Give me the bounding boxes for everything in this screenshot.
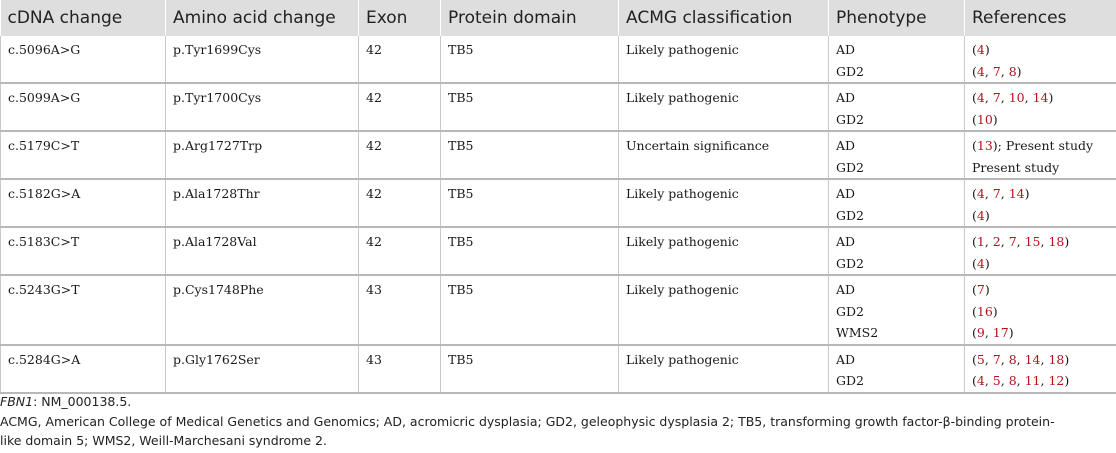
reference-link[interactable]: 4 xyxy=(976,63,985,79)
phenotype-entry: AD xyxy=(836,90,856,105)
amino-acid-change-cell: p.Cys1748Phe xyxy=(166,275,359,345)
phenotype-entry: GD2 xyxy=(836,373,864,388)
exon-cell: 42 xyxy=(359,227,441,275)
cdna-change-cell: c.5096A>G xyxy=(1,36,166,83)
reference-link[interactable]: 2 xyxy=(992,234,1001,249)
cdna-change-cell: c.5099A>G xyxy=(1,83,166,131)
reference-text: Present study xyxy=(972,159,1060,175)
reference-link[interactable]: 14 xyxy=(1032,90,1049,105)
references-cell xyxy=(965,345,1116,393)
reference-text: ) xyxy=(1008,325,1014,340)
reference-text: , xyxy=(1016,351,1025,367)
reference-text: ) xyxy=(984,282,990,297)
phenotype-entry: AD xyxy=(836,282,856,297)
reference-line xyxy=(972,39,1111,61)
reference-link[interactable]: 7 xyxy=(1008,234,1017,249)
header-row xyxy=(1,0,1116,36)
reference-text: , xyxy=(1024,90,1033,105)
reference-line xyxy=(972,349,1111,371)
reference-text: , xyxy=(984,325,993,340)
reference-link[interactable]: 15 xyxy=(1024,234,1041,249)
reference-text: , xyxy=(984,351,993,367)
transcript-id: : NM_000138.5. xyxy=(33,394,132,409)
reference-text: , xyxy=(984,186,993,201)
reference-link[interactable]: 16 xyxy=(976,303,993,319)
exon-cell: 42 xyxy=(359,83,441,131)
protein-domain-cell: TB5 xyxy=(441,131,619,179)
reference-text: ) xyxy=(1064,234,1070,249)
reference-text: ) xyxy=(984,207,990,223)
reference-text: , xyxy=(1016,373,1025,388)
table-row xyxy=(1,179,1116,227)
protein-domain-cell: TB5 xyxy=(441,345,619,393)
exon-cell: 43 xyxy=(359,275,441,345)
reference-line xyxy=(972,301,1111,323)
phenotype-entry: GD2 xyxy=(836,111,864,127)
reference-link[interactable]: 13 xyxy=(976,138,993,153)
reference-line xyxy=(972,279,1111,301)
reference-link[interactable]: 4 xyxy=(976,42,985,57)
acmg-classification-cell: Uncertain significance xyxy=(619,131,829,179)
table-row xyxy=(1,36,1116,83)
phenotype-entry: AD xyxy=(836,351,856,367)
amino-acid-change-cell: p.Ala1728Val xyxy=(166,227,359,275)
reference-text: , xyxy=(1000,351,1009,367)
reference-text: ) xyxy=(1064,351,1070,367)
protein-domain-cell: TB5 xyxy=(441,227,619,275)
reference-line xyxy=(972,157,1111,179)
references-cell xyxy=(965,275,1116,345)
references-cell xyxy=(965,83,1116,131)
table-row xyxy=(1,83,1116,131)
reference-link[interactable]: 5 xyxy=(992,373,1001,388)
reference-link[interactable]: 4 xyxy=(976,207,985,223)
reference-link[interactable]: 7 xyxy=(992,63,1001,79)
reference-line xyxy=(972,87,1111,109)
references-cell xyxy=(965,227,1116,275)
header-references: References xyxy=(965,0,1116,36)
phenotype-cell xyxy=(829,83,965,131)
phenotype-entry: GD2 xyxy=(836,303,864,319)
protein-domain-cell: TB5 xyxy=(441,36,619,83)
protein-domain-cell: TB5 xyxy=(441,83,619,131)
acmg-classification-cell: Likely pathogenic xyxy=(619,275,829,345)
table-footnotes xyxy=(0,392,1116,451)
phenotype-cell xyxy=(829,345,965,393)
reference-link[interactable]: 7 xyxy=(976,282,985,297)
phenotype-cell xyxy=(829,227,965,275)
reference-text: ) xyxy=(984,42,990,57)
exon-cell: 42 xyxy=(359,179,441,227)
header-acmg-classification: ACMG classification xyxy=(619,0,829,36)
acmg-classification-cell: Likely pathogenic xyxy=(619,179,829,227)
reference-text: ( xyxy=(972,186,977,201)
references-cell xyxy=(965,36,1116,83)
reference-text: , xyxy=(1016,234,1025,249)
reference-line xyxy=(972,135,1111,157)
reference-line xyxy=(972,370,1111,392)
phenotype-entry: GD2 xyxy=(836,207,864,223)
phenotype-entry: AD xyxy=(836,138,856,153)
reference-text: ( xyxy=(972,111,977,127)
reference-line xyxy=(972,253,1111,275)
reference-text: ( xyxy=(972,303,977,319)
reference-text: , xyxy=(984,234,993,249)
phenotype-entry: AD xyxy=(836,186,856,201)
amino-acid-change-cell: p.Gly1762Ser xyxy=(166,345,359,393)
reference-link[interactable]: 7 xyxy=(992,90,1001,105)
protein-domain-cell: TB5 xyxy=(441,275,619,345)
reference-text: ) xyxy=(1048,90,1054,105)
reference-text: ( xyxy=(972,282,977,297)
reference-link[interactable]: 18 xyxy=(1048,351,1065,367)
reference-line xyxy=(972,205,1111,227)
reference-text: ( xyxy=(972,63,977,79)
gene-symbol: FBN1 xyxy=(0,394,34,409)
reference-text: , xyxy=(1000,90,1009,105)
reference-text: ( xyxy=(972,255,977,271)
reference-text: ( xyxy=(972,234,977,249)
footnote-gene-line xyxy=(0,392,1116,412)
phenotype-cell xyxy=(829,179,965,227)
cdna-change-cell: c.5284G>A xyxy=(1,345,166,393)
table-row xyxy=(1,131,1116,179)
reference-text: ( xyxy=(972,373,977,388)
acmg-classification-cell: Likely pathogenic xyxy=(619,36,829,83)
phenotype-entry: AD xyxy=(836,42,856,57)
reference-text: ( xyxy=(972,325,977,340)
reference-link[interactable]: 8 xyxy=(1008,373,1017,388)
reference-text: , xyxy=(1040,351,1049,367)
cdna-change-cell: c.5243G>T xyxy=(1,275,166,345)
reference-line xyxy=(972,231,1111,253)
reference-link[interactable]: 14 xyxy=(1008,186,1025,201)
reference-link[interactable]: 1 xyxy=(976,234,985,249)
references-cell xyxy=(965,131,1116,179)
reference-link[interactable]: 4 xyxy=(976,255,985,271)
reference-line xyxy=(972,61,1111,83)
reference-text: , xyxy=(984,373,993,388)
table-row xyxy=(1,275,1116,345)
phenotype-cell xyxy=(829,275,965,345)
reference-link[interactable]: 17 xyxy=(992,325,1009,340)
amino-acid-change-cell: p.Ala1728Thr xyxy=(166,179,359,227)
reference-link[interactable]: 4 xyxy=(976,186,985,201)
protein-domain-cell: TB5 xyxy=(441,179,619,227)
header-cdna-change: cDNA change xyxy=(1,0,166,36)
table-row xyxy=(1,345,1116,393)
exon-cell: 42 xyxy=(359,36,441,83)
reference-link[interactable]: 7 xyxy=(992,351,1001,367)
reference-link[interactable]: 4 xyxy=(976,373,985,388)
footnote-abbreviations-line-2: like domain 5; WMS2, Weill-Marchesani syndrome 2. xyxy=(0,433,327,448)
phenotype-entry: GD2 xyxy=(836,255,864,271)
table-header xyxy=(1,0,1116,36)
table-body xyxy=(1,36,1116,393)
reference-link[interactable]: 8 xyxy=(1008,351,1017,367)
reference-link[interactable]: 14 xyxy=(1024,351,1041,367)
reference-link[interactable]: 9 xyxy=(976,325,985,340)
phenotype-entry: GD2 xyxy=(836,159,864,175)
reference-text: ( xyxy=(972,207,977,223)
amino-acid-change-cell: p.Arg1727Trp xyxy=(166,131,359,179)
cdna-change-cell: c.5179C>T xyxy=(1,131,166,179)
amino-acid-change-cell: p.Tyr1699Cys xyxy=(166,36,359,83)
reference-link[interactable]: 7 xyxy=(992,186,1001,201)
reference-text: , xyxy=(1040,373,1049,388)
references-cell xyxy=(965,179,1116,227)
reference-text: , xyxy=(1040,234,1049,249)
header-protein-domain: Protein domain xyxy=(441,0,619,36)
reference-text: ( xyxy=(972,351,977,367)
reference-text: ( xyxy=(972,138,977,153)
reference-text: , xyxy=(984,90,993,105)
phenotype-entry: GD2 xyxy=(836,63,864,79)
reference-text: ( xyxy=(972,90,977,105)
acmg-classification-cell: Likely pathogenic xyxy=(619,227,829,275)
acmg-classification-cell: Likely pathogenic xyxy=(619,83,829,131)
cdna-change-cell: c.5182G>A xyxy=(1,179,166,227)
reference-link[interactable]: 8 xyxy=(1008,63,1017,79)
amino-acid-change-cell: p.Tyr1700Cys xyxy=(166,83,359,131)
reference-link[interactable]: 12 xyxy=(1048,373,1065,388)
exon-cell: 42 xyxy=(359,131,441,179)
reference-text: ); Present study xyxy=(992,138,1094,153)
reference-text: ) xyxy=(984,255,990,271)
header-amino-acid-change: Amino acid change xyxy=(166,0,359,36)
reference-link[interactable]: 10 xyxy=(1008,90,1025,105)
reference-text: , xyxy=(984,63,993,79)
reference-text: ) xyxy=(992,303,998,319)
reference-line xyxy=(972,109,1111,131)
reference-link[interactable]: 10 xyxy=(976,111,993,127)
reference-link[interactable]: 11 xyxy=(1024,373,1041,388)
reference-text: ( xyxy=(972,42,977,57)
reference-text: ) xyxy=(1064,373,1070,388)
cdna-change-cell: c.5183C>T xyxy=(1,227,166,275)
reference-line xyxy=(972,322,1111,344)
reference-line xyxy=(972,183,1111,205)
phenotype-cell xyxy=(829,131,965,179)
reference-text: ) xyxy=(1024,186,1030,201)
reference-link[interactable]: 18 xyxy=(1048,234,1065,249)
footnote-abbreviations-line-1: ACMG, American College of Medical Genetics and Genomics; AD, acromicric dysplasia; GD2, geleophysic dysplasia 2; TB5, transforming growth factor-β-binding protein- xyxy=(0,413,1055,429)
header-exon: Exon xyxy=(359,0,441,36)
reference-text: , xyxy=(1000,373,1009,388)
reference-text: , xyxy=(1000,186,1009,201)
header-phenotype: Phenotype xyxy=(829,0,965,36)
reference-text: , xyxy=(1000,234,1009,249)
reference-text: ) xyxy=(1016,63,1022,79)
phenotype-entry: AD xyxy=(836,234,856,249)
reference-link[interactable]: 5 xyxy=(976,351,985,367)
exon-cell: 43 xyxy=(359,345,441,393)
reference-text: ) xyxy=(992,111,998,127)
reference-link[interactable]: 4 xyxy=(976,90,985,105)
acmg-classification-cell: Likely pathogenic xyxy=(619,345,829,393)
phenotype-cell xyxy=(829,36,965,83)
phenotype-entry: WMS2 xyxy=(836,325,879,340)
reference-text: , xyxy=(1000,63,1009,79)
table-row xyxy=(1,227,1116,275)
